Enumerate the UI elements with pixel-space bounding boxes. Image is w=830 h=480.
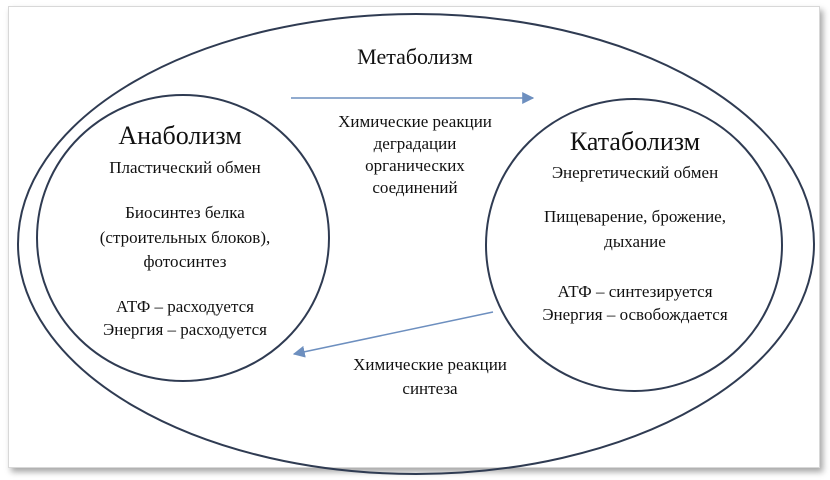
synthesis-label-line: синтеза (402, 379, 458, 398)
anabolism-title: Анаболизм (118, 121, 242, 150)
anabolism-line: Пластический обмен (109, 158, 261, 177)
catabolism-line: АТФ – синтезируется (557, 282, 713, 301)
anabolism-line: АТФ – расходуется (116, 297, 254, 316)
catabolism-line: Энергетический обмен (551, 163, 719, 182)
catabolism-line: дыхание (604, 232, 666, 251)
degradation-label-line: органических (365, 156, 465, 175)
anabolism-line: Биосинтез белка (125, 203, 245, 222)
catabolism-line: Энергия – освобождается (542, 305, 728, 324)
catabolism-title: Катаболизм (569, 127, 701, 156)
synthesis-label-line: Химические реакции (353, 355, 507, 374)
degradation-label-line: Химические реакции (338, 112, 492, 131)
degradation-label-line: соединений (372, 178, 458, 197)
anabolism-line: фотосинтез (143, 252, 227, 271)
synthesis-arrow (294, 312, 493, 354)
degradation-label-line: деградации (373, 134, 457, 153)
catabolism-line: Пищеварение, брожение, (544, 207, 726, 226)
anabolism-line: Энергия – расходуется (103, 320, 267, 339)
metabolism-label: Метаболизм (357, 44, 473, 69)
anabolism-line: (строительных блоков), (99, 228, 271, 247)
